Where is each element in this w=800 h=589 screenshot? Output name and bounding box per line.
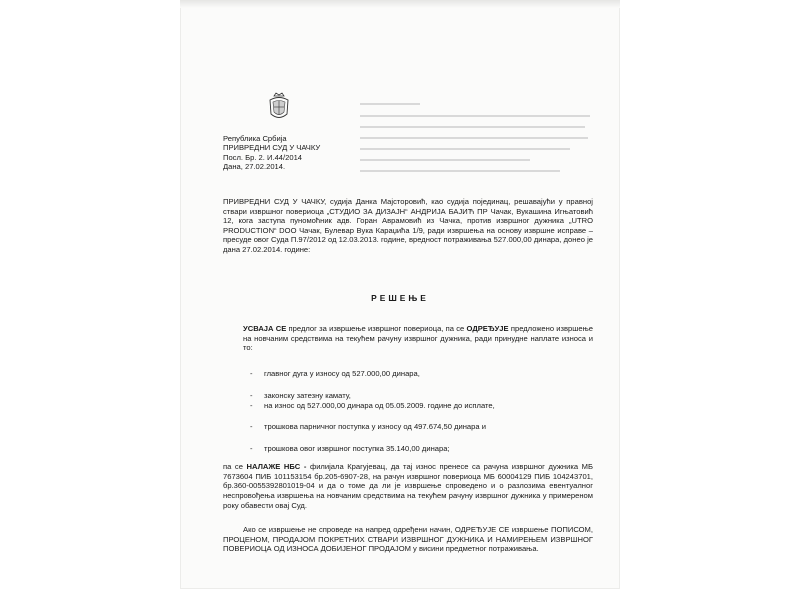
ruling-text-1: предлог за извршење извршног повериоца, па се: [286, 324, 467, 333]
nbs-text-2: филијала Крагујевац, да тај износ пренесе са рачуна извршног дужника МБ 7673604 ПИБ 101153154 бр.205-6907-28, на рачун извршног повериоца МБ 60004129 ПИБ 104243701, бр.360-0055392801019-04 и да о томе да ли је извршење спроведено и о разлозима евентуалног неспровођења извршења на новчаним средствима на текућем рачуну извршног дужника у примереном року обавести овај Суд.: [223, 462, 593, 510]
list-item: - трошкова овог извршног поступка 35.140,00 динара;: [250, 444, 450, 453]
case-number: Посл. Бр. 2. И.44/2014: [223, 152, 303, 162]
document-page: [180, 0, 620, 589]
bleed-through-lines: [360, 100, 590, 183]
intro-paragraph: ПРИВРЕДНИ СУД У ЧАЧКУ, судија Данка Мајсторовић, као судија појединац, решавајући у правној ствари извршног повериоца „СТУДИО ЗА ДИЗАЈН“ АНДРИЈА БАЈИЋ ПР Чачак, Вукашина Игњатовић 12, кога заступа пуномоћник адв. Горан Аврамовић из Чачка, против извршног дужника „UTRO PRODUCTION“ DOO Чачак, Булевар Вука Караџића 1/9, ради извршења на основу извршне исправе – пресуде овог Суда П.97/2012 од 12.03.2013. године, вредност потраживања 527.000,00 динара, донео је дана 27.02.2014. године:: [223, 197, 593, 254]
court-header: [223, 134, 320, 172]
decision-title: РЕШЕЊЕ: [371, 293, 429, 303]
ruling-bold-order: ОДРЕЂУЈЕ: [466, 324, 509, 333]
page-fold-shadow: [180, 0, 620, 8]
ruling-text-2: предложено извршење на новчаним средствима на текућем рачуну извршног дужника, ради принудне наплате износа и то:: [243, 324, 593, 353]
court-name: ПРИВРЕДНИ СУД У ЧАЧКУ: [223, 143, 321, 153]
ruling-bold-accept: УСВАЈА СЕ: [243, 324, 287, 333]
ruling-paragraph: [243, 324, 593, 353]
nbs-order-paragraph: [223, 462, 593, 511]
nbs-bold-order: НАЛАЖЕ НБС -: [246, 462, 307, 471]
list-item: - законску затезну камату,: [250, 391, 351, 400]
list-item: - главног дуга у износу од 527.000,00 динара,: [250, 369, 420, 378]
alternative-enforcement-paragraph: Ако се извршење не спроведе на напред одређени начин, ОДРЕЂУЈЕ СЕ извршење ПОПИСОМ, ПРОЦЕНОМ, ПРОДАЈОМ ПОКРЕТНИХ СТВАРИ ИЗВРШНОГ ДУЖНИКА И НАМИРЕЊЕМ ИЗВРШНОГ ПОВЕРИОЦА ОД ИЗНОСА ДОБИЈЕНОГ ПРОДАЈОМ у висини предметног потраживања.: [223, 525, 593, 554]
document-date: Дана, 27.02.2014.: [223, 162, 286, 172]
serbian-coat-of-arms-icon: [268, 92, 290, 122]
list-item: - на износ од 527.000,00 динара од 05.05.2009. године до исплате,: [250, 401, 495, 410]
nbs-text-1: па се: [223, 462, 247, 471]
list-item: - трошкова парничног поступка у износу од 497.674,50 динара и: [250, 422, 486, 431]
republic-label: Република Србија: [223, 134, 287, 143]
